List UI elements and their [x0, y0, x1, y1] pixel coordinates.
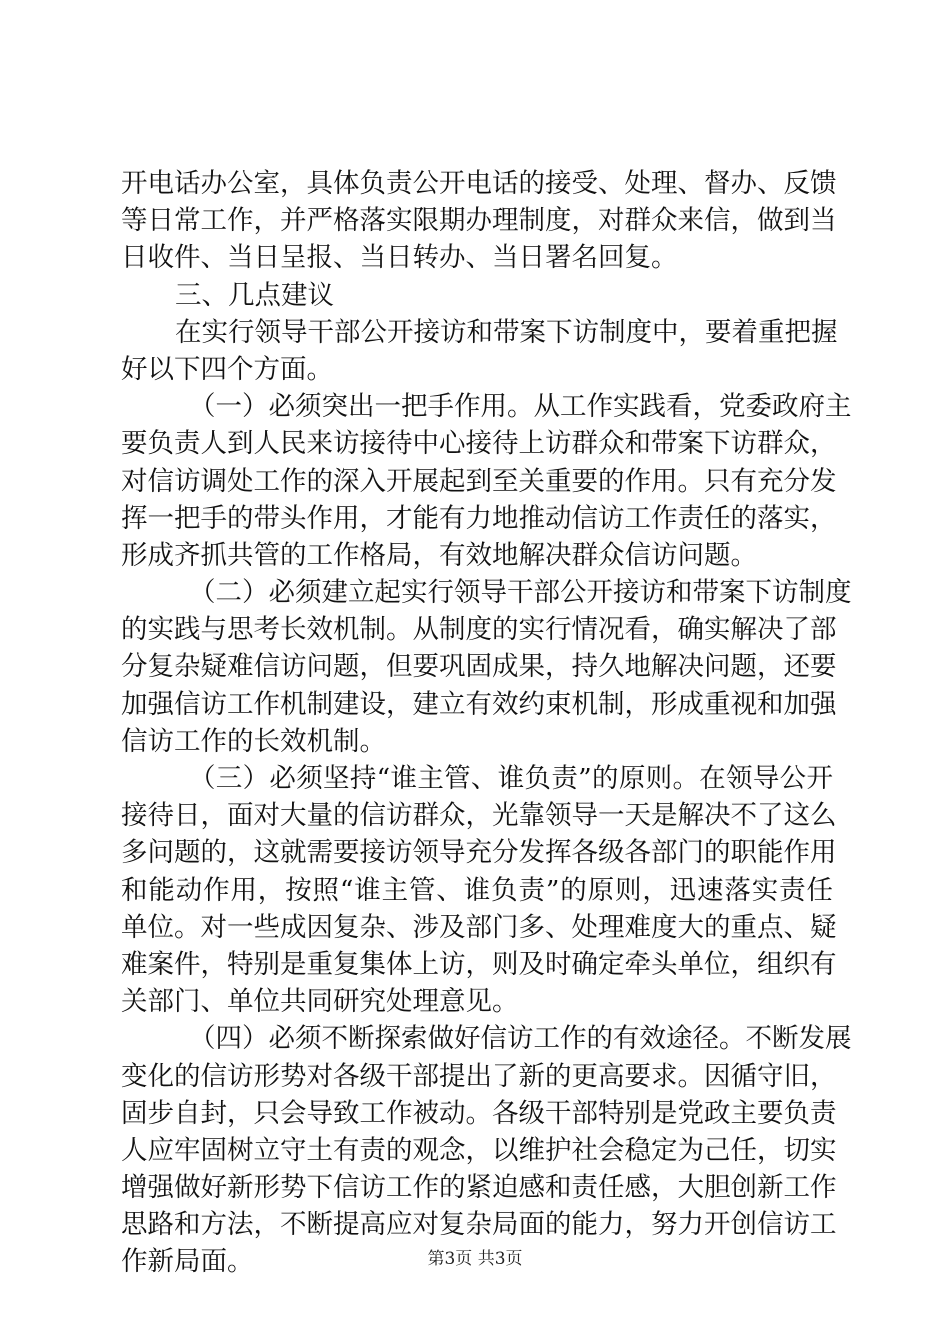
- text-line: 日收件、当日呈报、当日转办、当日署名回复。: [121, 242, 678, 274]
- para-point-3: [121, 760, 837, 1020]
- text-line: 等日常工作，并严格落实限期办理制度，对群众来信，做到当: [121, 205, 837, 237]
- text-line: 要负责人到人民来访接待中心接待上访群众和带案下访群众，: [121, 428, 837, 460]
- text-line: 在实行领导干部公开接访和带案下访制度中，要着重把握: [175, 316, 838, 348]
- text-line: 好以下四个方面。: [121, 353, 333, 385]
- text-line: （三）必须坚持“谁主管、谁负责”的原则。在领导公开: [189, 763, 833, 794]
- text-line: 难案件，特别是重复集体上访，则及时确定牵头单位，组织有: [121, 948, 837, 980]
- page-number-footer: 第3页 共3页: [427, 1249, 523, 1269]
- text-line: （二）必须建立起实行领导干部公开接访和带案下访制度: [189, 577, 852, 609]
- text-line: 信访工作的长效机制。: [121, 725, 386, 757]
- document-body: [121, 165, 852, 1281]
- text-line: 和能动作用，按照“谁主管、谁负责”的原则，迅速落实责任: [121, 874, 833, 906]
- text-line: 挥一把手的带头作用，才能有力地推动信访工作责任的落实，: [121, 502, 837, 534]
- text-line: 分复杂疑难信访问题，但要巩固成果，持久地解决问题，还要: [121, 651, 837, 683]
- text-line: （一）必须突出一把手作用。从工作实践看，党委政府主: [189, 391, 852, 423]
- text-line: 人应牢固树立守土有责的观念，以维护社会稳定为己任，切实: [121, 1134, 837, 1166]
- text-line: 单位。对一些成因复杂、涉及部门多、处理难度大的重点、疑: [121, 911, 837, 943]
- text-line: 作新局面。: [121, 1246, 254, 1278]
- heading-text: 三、几点建议: [175, 279, 334, 311]
- para-point-1: [121, 388, 852, 574]
- text-line: 思路和方法，不断提高应对复杂局面的能力，努力开创信访工: [121, 1209, 837, 1241]
- para-point-4: [121, 1020, 852, 1280]
- text-line: 接待日，面对大量的信访群众，光靠领导一天是解决不了这么: [121, 800, 837, 832]
- para-intro: [121, 314, 838, 388]
- text-line: 固步自封，只会导致工作被动。各级干部特别是党政主要负责: [121, 1097, 837, 1129]
- text-line: 多问题的，这就需要接访领导充分发挥各级各部门的职能作用: [121, 837, 837, 869]
- text-line: 变化的信访形势对各级干部提出了新的更高要求。因循守旧，: [121, 1060, 837, 1092]
- para-point-2: [121, 574, 852, 760]
- text-line: 关部门、单位共同研究处理意见。: [121, 986, 519, 1018]
- text-line: 开电话办公室，具体负责公开电话的接受、处理、督办、反馈: [121, 168, 837, 199]
- text-line: 形成齐抓共管的工作格局，有效地解决群众信访问题。: [121, 539, 757, 571]
- text-line: 对信访调处工作的深入开展起到至关重要的作用。只有充分发: [121, 465, 837, 497]
- para-continuation: [121, 165, 837, 277]
- text-line: 的实践与思考长效机制。从制度的实行情况看，确实解决了部: [121, 614, 837, 646]
- text-line: （四）必须不断探索做好信访工作的有效途径。不断发展: [189, 1023, 852, 1055]
- text-line: 增强做好新形势下信访工作的紧迫感和责任感，大胆创新工作: [121, 1172, 837, 1204]
- section-heading: [121, 277, 833, 314]
- text-line: 加强信访工作机制建设，建立有效约束机制，形成重视和加强: [121, 688, 837, 720]
